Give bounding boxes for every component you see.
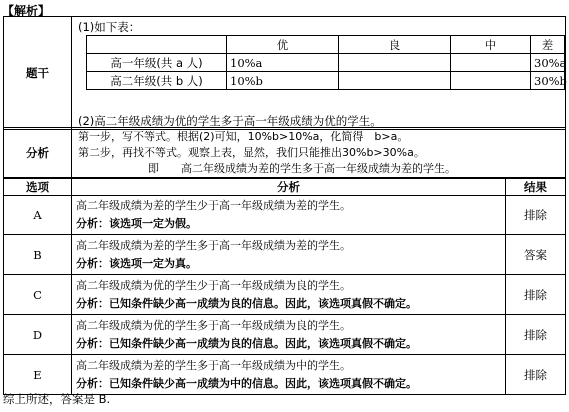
grade-header-cell: 差 — [531, 36, 565, 54]
grade-cell — [339, 72, 451, 90]
analysis-line-2: 第二步，再找不等式。观察上表，显然，我们只能推出30%b>30%a。 — [78, 145, 425, 159]
options-header-cell: 分析 — [72, 179, 506, 196]
option-row — [4, 196, 566, 235]
stem-content — [72, 17, 566, 130]
option-text: 高二年级成绩为差的学生多于高一年级成绩为中的学生。 — [76, 358, 351, 372]
stem-label: 题干 — [4, 17, 72, 130]
grade-row — [87, 72, 565, 90]
grade-header-cell — [87, 36, 227, 54]
option-analysis: 分析：该选项一定为真。 — [76, 256, 197, 270]
option-analysis: 分析：已知条件缺少高一成绩为良的信息。因此，该选项真假不确定。 — [76, 336, 417, 350]
grade-cell — [451, 72, 531, 90]
grade-header-cell: 优 — [227, 36, 339, 54]
option-result: 排除 — [506, 355, 566, 395]
analysis-table — [3, 127, 566, 178]
grade-cell: 30%b — [531, 72, 565, 90]
options-header-row — [4, 179, 566, 196]
option-letter: B — [4, 235, 72, 275]
grade-cell: 10%a — [227, 54, 339, 72]
option-row — [4, 235, 566, 275]
option-row — [4, 315, 566, 355]
section-header: 【解析】 — [2, 4, 51, 18]
option-text: 高二年级成绩为差的学生多于高一年级成绩为差的学生。 — [76, 238, 351, 252]
stem-table — [3, 16, 566, 130]
analysis-label: 分析 — [4, 128, 72, 178]
grade-cell — [339, 54, 451, 72]
option-text: 高二年级成绩为差的学生少于高一年级成绩为差的学生。 — [76, 199, 351, 212]
option-text: 高二年级成绩为优的学生多于高一年级成绩为良的学生。 — [76, 318, 351, 332]
options-table — [3, 178, 566, 395]
options-header-cell: 结果 — [506, 179, 566, 196]
option-body — [72, 355, 506, 395]
stem-line-1: (1)如下表： — [78, 20, 141, 34]
option-body — [72, 315, 506, 355]
option-analysis: 分析：已知条件缺少高一成绩为良的信息。因此，该选项真假不确定。 — [76, 296, 417, 310]
grade-header-cell: 中 — [451, 36, 531, 54]
option-row — [4, 275, 566, 315]
analysis-content — [72, 128, 566, 178]
stem-line-2: (2)高二年级成绩为优的学生多于高一年级成绩为优的学生。 — [78, 114, 382, 128]
option-letter: A — [4, 196, 72, 235]
option-row — [4, 355, 566, 395]
option-result: 排除 — [506, 315, 566, 355]
conclusion-text: 综上所述，答案是 B. — [3, 392, 111, 406]
option-letter: C — [4, 275, 72, 315]
options-header-cell: 选项 — [4, 179, 72, 196]
analysis-line-3: 即 高二年级成绩为差的学生多于高一年级成绩为差的学生。 — [148, 161, 456, 175]
option-result: 排除 — [506, 275, 566, 315]
grade-table-header — [87, 36, 565, 54]
option-analysis: 分析：该选项一定为假。 — [76, 217, 197, 230]
option-body — [72, 275, 506, 315]
grade-cell — [451, 54, 531, 72]
option-body — [72, 235, 506, 275]
grade-row — [87, 54, 565, 72]
grade-cell: 10%b — [227, 72, 339, 90]
grade-header-cell: 良 — [339, 36, 451, 54]
option-result: 答案 — [506, 235, 566, 275]
option-analysis: 分析：已知条件缺少高一成绩为中的信息。因此，该选项真假不确定。 — [76, 376, 417, 390]
option-result: 排除 — [506, 196, 566, 235]
option-text: 高二年级成绩为优的学生少于高一年级成绩为良的学生。 — [76, 278, 351, 292]
grade-row-label: 高二年级(共 b 人) — [87, 72, 227, 90]
grade-row-label: 高一年级(共 a 人) — [87, 54, 227, 72]
option-letter: D — [4, 315, 72, 355]
option-body — [72, 196, 506, 235]
option-letter: E — [4, 355, 72, 395]
grade-cell: 30%a — [531, 54, 565, 72]
grade-table — [86, 35, 565, 90]
analysis-line-1: 第一步，写不等式。根据(2)可知，10%b>10%a，化简得 b>a。 — [78, 129, 409, 143]
